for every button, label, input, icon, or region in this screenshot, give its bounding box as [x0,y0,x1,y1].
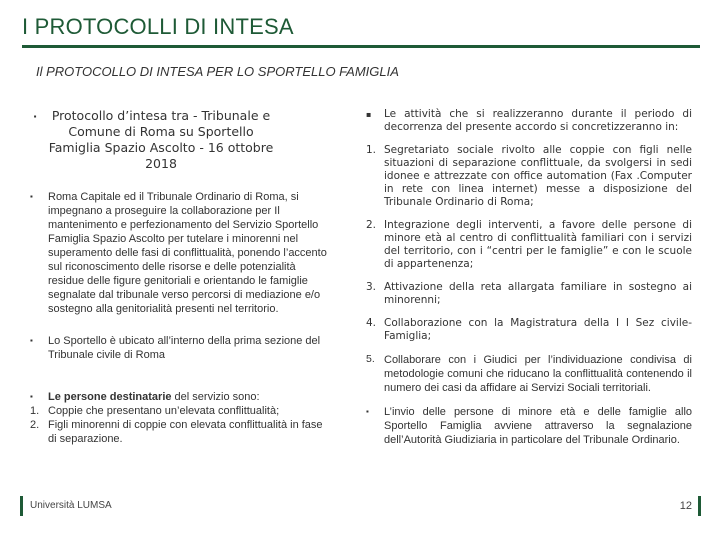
square-bullet-icon: ▪ [366,110,372,119]
slide-subtitle: Il PROTOCOLLO DI INTESA PER LO SPORTELLO FAMIGLIA [36,64,399,79]
left-column [30,108,330,446]
square-bullet-icon: ▪ [30,192,33,201]
recipients-rest: del servizio sono: [171,391,260,403]
list-item-text: Collaborazione con la Magistratura della I I Sez civile-Famiglia; [384,317,692,342]
list-item-text: Integrazione degli interventi, a favore delle persone di minore età al centro di conflittualità familiari con i servizi del territorio, con i “centri per le famiglie” e con le scuole di appartenenza; [384,219,692,270]
list-number: 3. [366,281,377,293]
recipients-list [30,404,330,446]
list-item [366,219,692,271]
page-number: 12 [679,500,692,512]
square-bullet-icon: ▪ [30,336,33,345]
recipients-section [30,390,330,446]
square-bullet-icon: ▪ [366,407,369,416]
left-paragraph-1 [30,190,330,316]
left-heading: Protocollo d’intesa tra - Tribunale e Comune di Roma su Sportello Famiglia Spazio Ascolto - 16 ottobre 2018 [48,108,274,171]
university-name: Università LUMSA [30,500,112,511]
list-number: 5. [366,353,375,365]
right-intro-text: Le attività che si realizzeranno durante il periodo di decorrenza del presente accordo si concretizzeranno in: [384,108,692,133]
list-number: 2. [366,219,377,231]
list-number: 1. [366,144,377,156]
list-item [366,144,692,209]
list-item [366,281,692,307]
list-item-text: Coppie che presentano un’elevata conflittualità; [48,405,280,417]
recipients-bold: Le persone destinatarie [48,391,172,403]
left-paragraph-2 [30,334,330,362]
left-heading-item [30,108,276,172]
list-item [366,317,692,343]
list-item-text: Attivazione della reta allargata familiare in sostegno ai minorenni; [384,281,692,306]
title-divider [22,45,700,48]
left-paragraph-1-text: Roma Capitale ed il Tribunale Ordinario di Roma, si impegnano a proseguire la collaborazione per Il mantenimento e perfezionamento del Servizio Sportello Famiglia Spazio Ascolto per tutelare i minorenni nel superamento delle fasi di conflittualità, ponendo l’accento sul riconoscimento delle risorse e delle potenzialità residue delle figure genitoriali e orientando le famiglie segnalate dal tribunale verso percorsi di mediazione e/o sostegno alla genitorialità presenti nel territorio. [48,191,327,315]
list-item [30,404,330,418]
list-item [366,353,692,395]
list-number: 1. [30,405,40,417]
list-number: 4. [366,317,377,329]
right-last-text: L’invio delle persone di minore età e delle famiglie allo Sportello Famiglia avviene attraverso la segnalazione dell’Autorità Giudiziaria in particolare del Tribunale Ordinario. [384,406,692,446]
right-column [366,108,692,457]
list-number: 2. [30,419,40,431]
right-last-item [366,405,692,447]
list-item-text: Collaborare con i Giudici per l’individuazione condivisa di metodologie comuni che riducano la conflittualità contenendo il numero dei casi da affidare ai Servizi Sociali territoriali. [384,354,692,394]
square-bullet-icon: ▪ [30,392,33,401]
list-item-text: Figli minorenni di coppie con elevata conflittualità in fase di separazione. [48,419,323,445]
list-item [30,418,330,446]
recipients-intro [30,390,330,404]
left-paragraph-2-text: Lo Sportello è ubicato all’interno della prima sezione del Tribunale civile di Roma [48,335,321,361]
list-item-text: Segretariato sociale rivolto alle coppie con figli nelle situazioni di separazione conflittuale, da svolgersi in sedi idonee e attrezzate con office automation (Fax .Computer in rete con linea internet) messe a disposizione del Tribunale Ordinario di Roma; [384,144,692,208]
footer-accent-bar [20,496,23,516]
page-accent-bar [698,496,701,516]
page-title: I PROTOCOLLI DI INTESA [22,14,294,39]
right-intro-item [366,108,692,134]
square-bullet-icon: ▪ [33,112,37,121]
